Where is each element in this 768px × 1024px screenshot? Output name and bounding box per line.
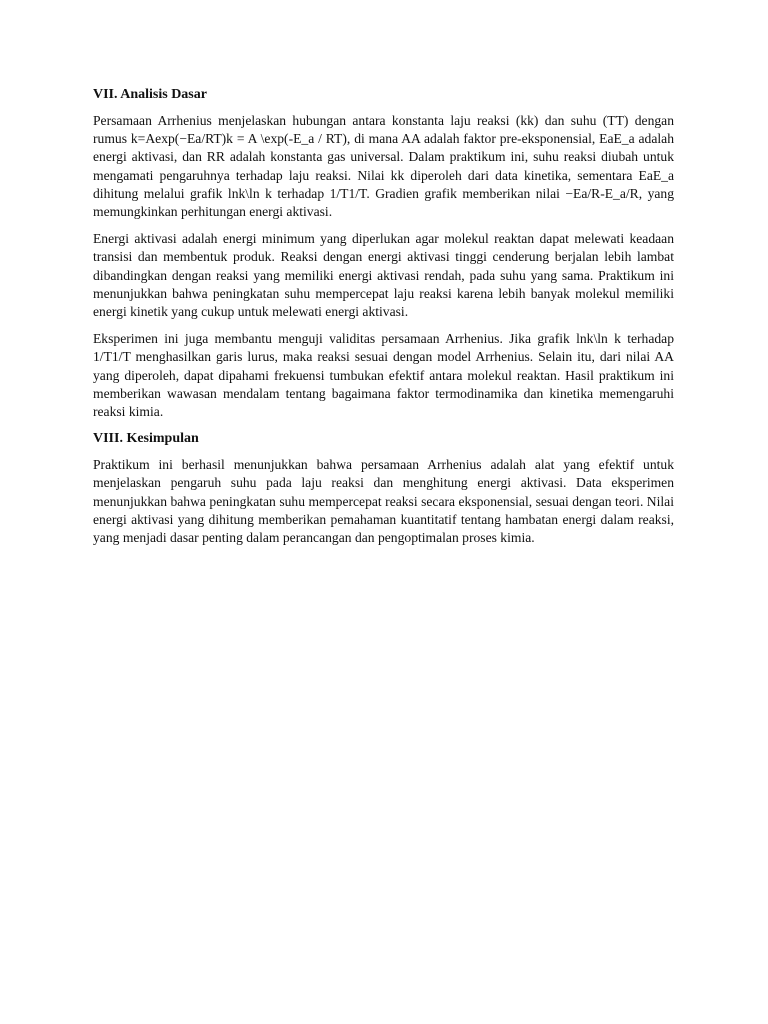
paragraph: Persamaan Arrhenius menjelaskan hubungan antara konstanta laju reaksi (kk) dan suhu (TT) dengan rumus k=Aexp(−Ea/RT)k = A \exp(-E_a / RT), di mana AA adalah faktor pre-eksponensial, EaE_a adalah energi aktivasi, dan RR adalah konstanta gas universal. Dalam praktikum ini, suhu reaksi diubah untuk mengamati pengaruhnya terhadap laju reaksi. Nilai kk diperoleh dari data kinetika, sementara EaE_a dihitung melalui grafik lnk\ln k terhadap 1/T1/T. Gradien grafik memberikan nilai −Ea/R-E_a/R, yang memungkinkan perhitungan energi aktivasi. xyxy=(93,113,674,220)
section-heading: VIII. Kesimpulan xyxy=(93,431,199,447)
paragraph: Eksperimen ini juga membantu menguji validitas persamaan Arrhenius. Jika grafik lnk\ln k terhadap 1/T1/T menghasilkan garis lurus, maka reaksi sesuai dengan model Arrhenius. Selain itu, dari nilai AA yang diperoleh, dapat dipahami frekuensi tumbukan efektif antara molekul reaktan. Hasil praktikum ini memberikan wawasan mendalam tentang bagaimana faktor termodinamika dan kinetika memengaruhi reaksi kimia. xyxy=(93,331,674,420)
section-heading: VII. Analisis Dasar xyxy=(93,87,207,102)
paragraph: Energi aktivasi adalah energi minimum yang diperlukan agar molekul reaktan dapat melewati keadaan transisi dan membentuk produk. Reaksi dengan energi aktivasi tinggi cenderung berjalan lebih lambat dibandingkan dengan reaksi yang memiliki energi aktivasi rendah, pada suhu yang sama. Praktikum ini menunjukkan bahwa peningkatan suhu mempercepat laju reaksi karena lebih banyak molekul memiliki energi kinetik yang cukup untuk melewati energi aktivasi. xyxy=(93,231,674,320)
paragraph: Praktikum ini berhasil menunjukkan bahwa persamaan Arrhenius adalah alat yang efektif untuk menjelaskan pengaruh suhu pada laju reaksi dan menghitung energi aktivasi. Data eksperimen menunjukkan bahwa peningkatan suhu mempercepat reaksi secara eksponensial, sesuai dengan teori. Nilai energi aktivasi yang dihitung memberikan pemahaman kuantitatif tentang hambatan energi dalam reaksi, yang menjadi dasar penting dalam perancangan dan pengoptimalan proses kimia. xyxy=(93,457,674,546)
document-page xyxy=(93,86,674,556)
section-kesimpulan xyxy=(93,430,674,547)
section-analisis-dasar xyxy=(93,86,674,421)
